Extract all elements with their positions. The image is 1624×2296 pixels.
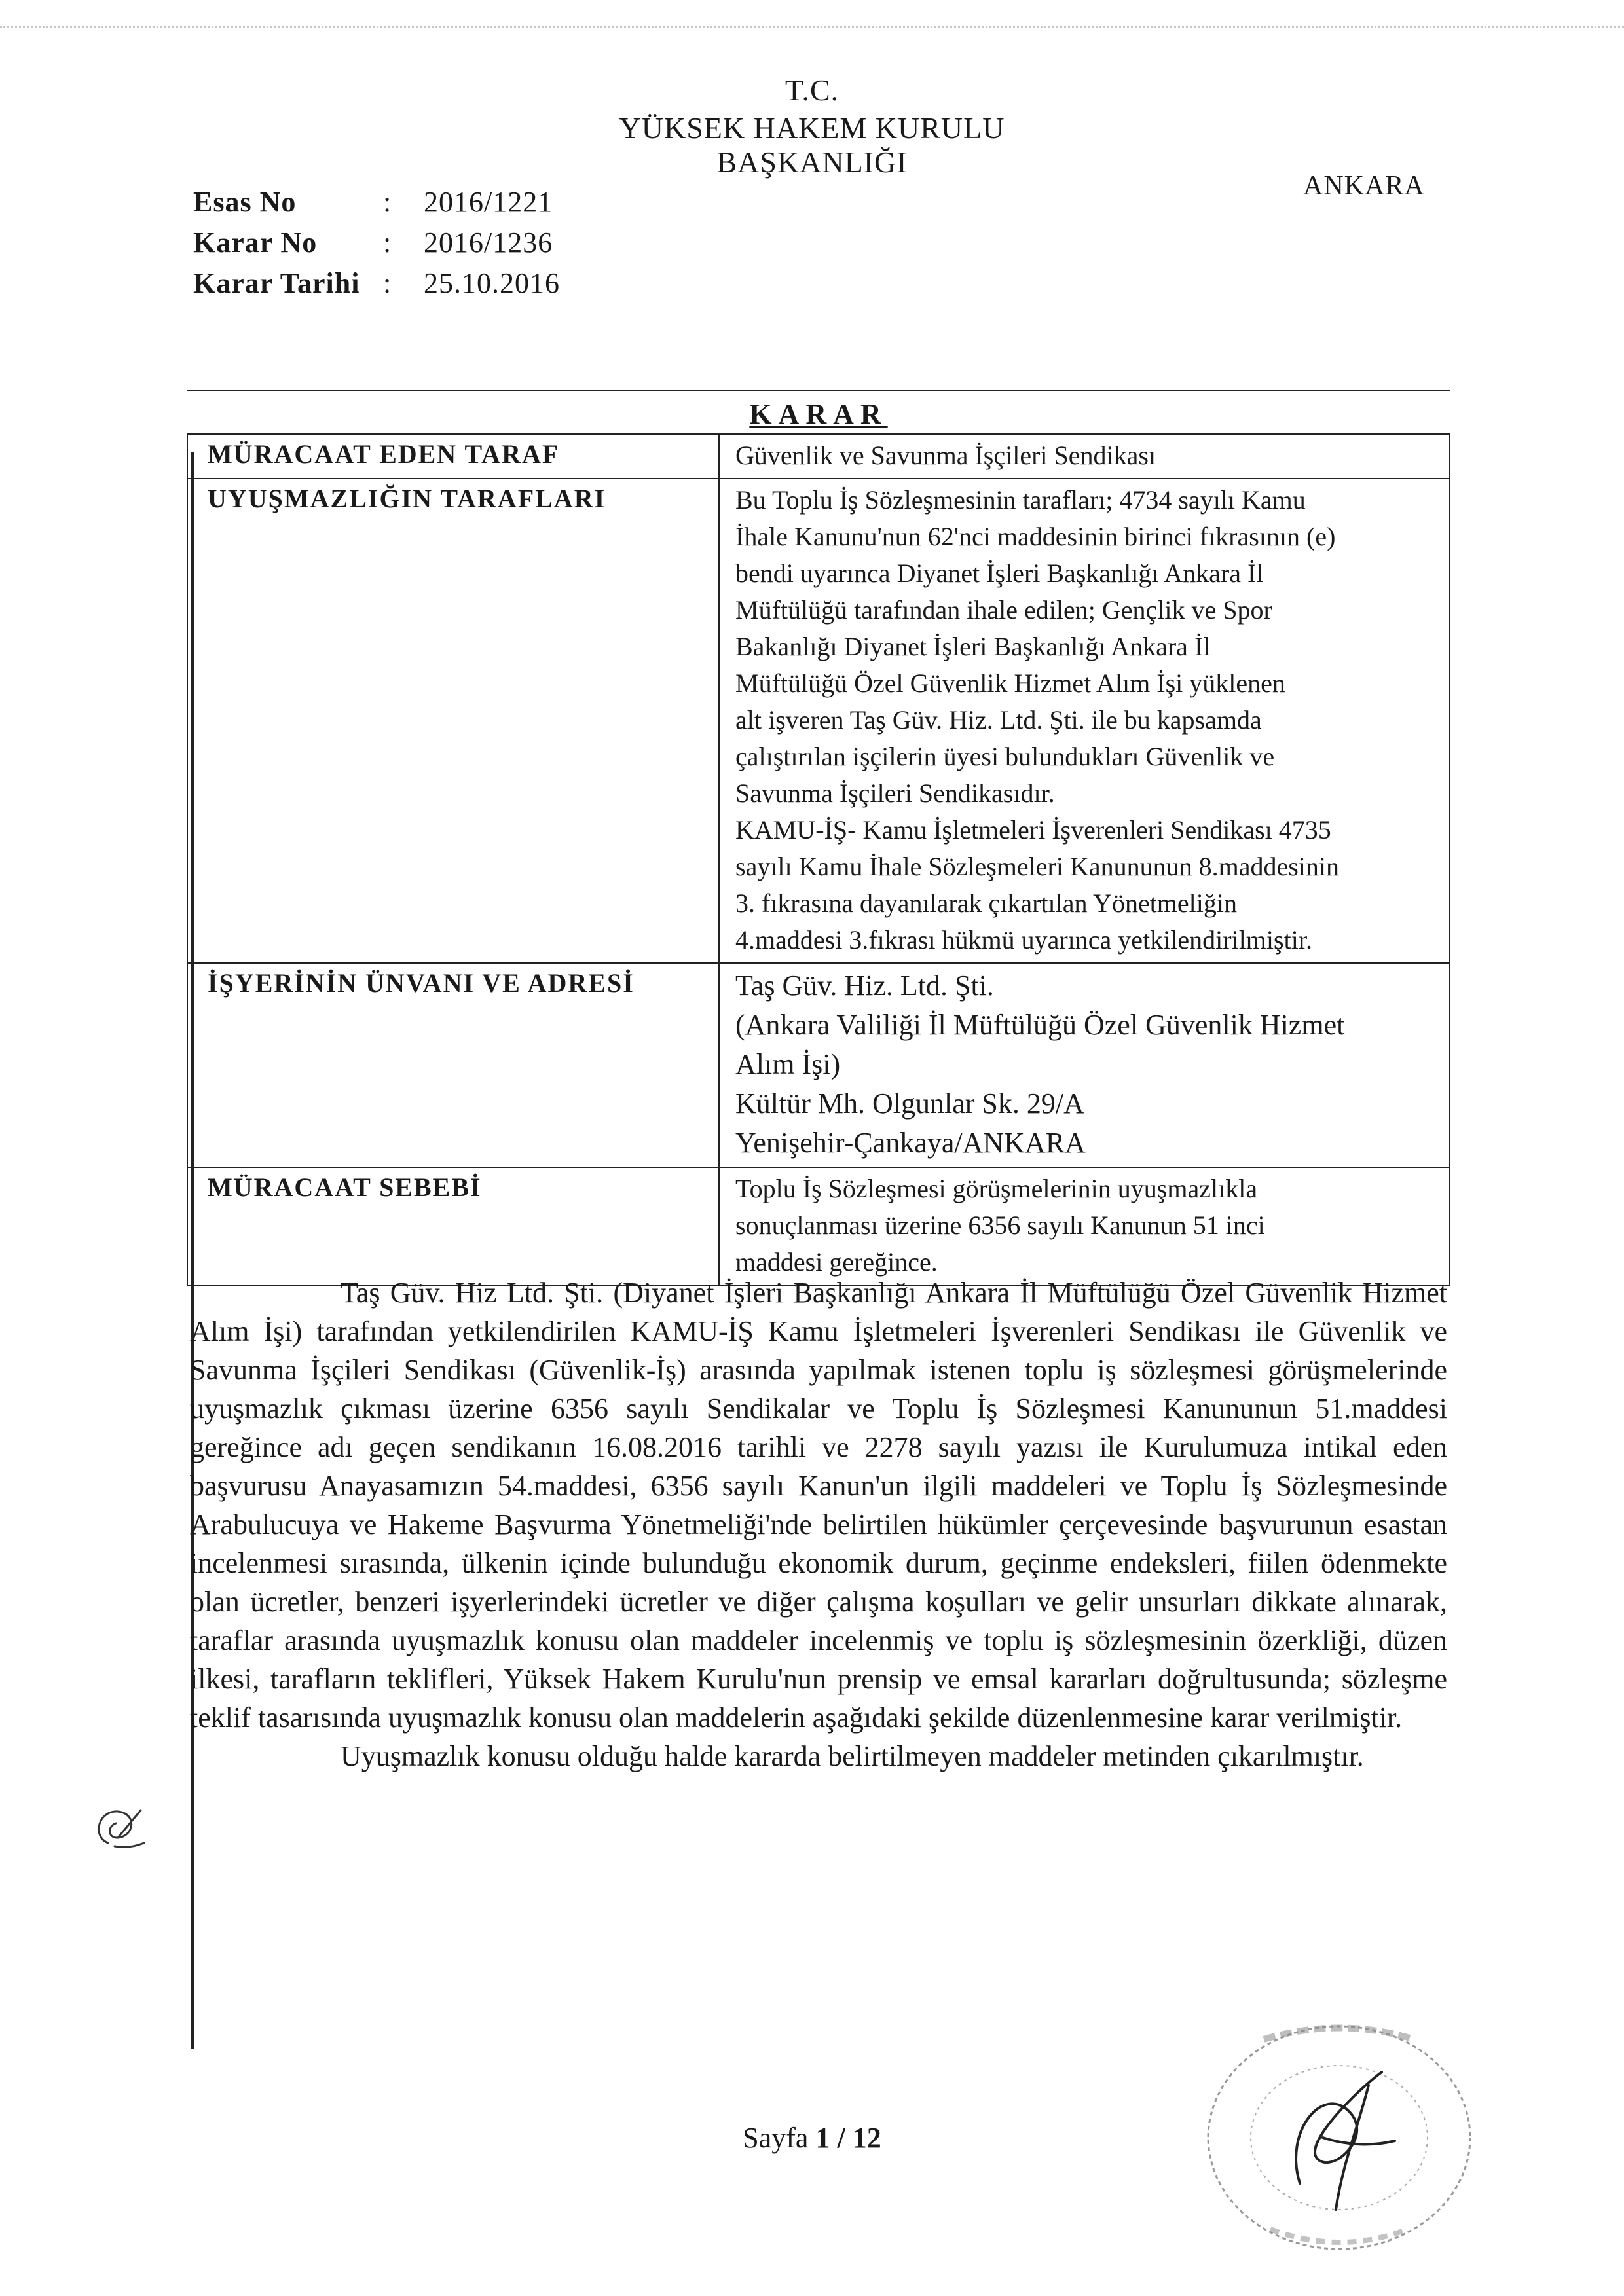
row-value-parties <box>719 479 1450 963</box>
row-line: Bu Toplu İş Sözleşmesinin tarafları; 4734 sayılı Kamu <box>735 485 1306 515</box>
row-line: Müftülüğü tarafından ihale edilen; Gençlik ve Spor <box>735 595 1272 625</box>
row-line: Kültür Mh. Olgunlar Sk. 29/A <box>735 1087 1084 1120</box>
page-total: 12 <box>852 2122 881 2154</box>
row-label-applicant: MÜRACAAT EDEN TARAF <box>187 434 719 479</box>
header-city: ANKARA <box>1303 171 1425 201</box>
meta-label: Karar Tarihi <box>193 267 360 299</box>
handwritten-initial-mark <box>88 1797 151 1856</box>
row-value-workplace <box>719 963 1450 1167</box>
row-line: maddesi gereğince. <box>735 1247 938 1277</box>
decision-table <box>187 390 1450 1286</box>
page-indicator <box>0 2121 1624 2155</box>
table-row <box>187 1167 1450 1285</box>
row-label-workplace: İŞYERİNİN ÜNVANI VE ADRESİ <box>187 963 719 1167</box>
meta-value: 2016/1236 <box>424 227 553 259</box>
row-line: Bakanlığı Diyanet İşleri Başkanlığı Ankara İl <box>735 632 1211 661</box>
row-line: alt işveren Taş Güv. Hiz. Ltd. Şti. ile bu kapsamda <box>735 705 1262 735</box>
row-line: çalıştırılan işçilerin üyesi bulundukları Güvenlik ve <box>735 742 1275 771</box>
row-line: 4.maddesi 3.fıkrası hükmü uyarınca yetkilendirilmiştir. <box>735 925 1312 955</box>
decision-table-title: KARAR <box>187 390 1450 434</box>
case-meta <box>193 182 560 304</box>
row-line: Güvenlik ve Savunma İşçileri Sendikası <box>735 441 1156 470</box>
meta-row-esas <box>193 182 560 223</box>
decision-table-title-row <box>187 390 1450 434</box>
row-line: Müftülüğü Özel Güvenlik Hizmet Alım İşi yüklenen <box>735 668 1285 698</box>
meta-label: Karar No <box>193 227 318 259</box>
row-line: Savunma İşçileri Sendikasıdır. <box>735 778 1055 808</box>
body-paragraph-1: Taş Güv. Hiz Ltd. Şti. (Diyanet İşleri Başkanlığı Ankara İl Müftülüğü Özel Güvenlik Hizmet Alım İşi) tarafından yetkilendirilen KAMU-İŞ Kamu İşletmeleri İşverenleri Sendikası ile Güvenlik ve Savunma İşçileri Sendikası (Güvenlik-İş) arasında yapılmak istenen toplu iş sözleşmesi görüşmelerinde uyuşmazlık çıkması üzerine 6356 sayılı Sendikalar ve Toplu İş Sözleşmesi Kanununun 51.maddesi gereğince adı geçen sendikanın 16.08.2016 tarihli ve 2278 sayılı yazısı ile Kurulumuza intikal eden başvurusu Anayasamızın 54.maddesi, 6356 sayılı Kanun'un ilgili maddeleri ve Toplu İş Sözleşmesinde Arabulucuya ve Hakeme Başvurma Yönetmeliği'nde belirtilen hükümler çerçevesinde başvurunun esastan incelenmesi sırasında, ülkenin içinde bulunduğu ekonomik durum, geçinme endeksleri, fiilen ödenmekte olan ücretler, benzeri işyerlerindeki ücretler ve diğer çalışma koşulları ve gelir unsurları dikkate alınarak, taraflar arasında uyuşmazlık konusu olan maddeler incelenmiş ve toplu iş sözleşmesinin özerkliği, düzen ilkesi, tarafların teklifleri, Yüksek Hakem Kurulu'nun prensip ve emsal kararları doğrultusunda; sözleşme teklif tasarısında uyuşmazlık konusu olan maddelerin aşağıdaki şekilde düzenlenmesine karar verilmiştir. <box>190 1277 1447 1734</box>
meta-row-karar <box>193 223 560 263</box>
row-label-parties: UYUŞMAZLIĞIN TARAFLARI <box>187 479 719 963</box>
row-line: KAMU-İŞ- Kamu İşletmeleri İşverenleri Sendikası 4735 <box>735 815 1331 845</box>
row-line: 3. fıkrasına dayanılarak çıkartılan Yönetmeliğin <box>735 888 1238 918</box>
page-separator: / <box>830 2122 853 2154</box>
table-row <box>187 963 1450 1167</box>
meta-label: Esas No <box>193 186 297 218</box>
row-label-reason: MÜRACAAT SEBEBİ <box>187 1167 719 1285</box>
row-line: bendi uyarınca Diyanet İşleri Başkanlığı Ankara İl <box>735 558 1264 588</box>
meta-colon: : <box>383 227 392 259</box>
body-paragraph-2: Uyuşmazlık konusu olduğu halde kararda belirtilmeyen maddeler metinden çıkarılmıştır. <box>341 1740 1364 1772</box>
row-line: (Ankara Valiliği İl Müftülüğü Özel Güvenlik Hizmet <box>735 1009 1345 1041</box>
row-value-reason <box>719 1167 1450 1285</box>
page-current: 1 <box>815 2122 830 2154</box>
meta-colon: : <box>383 267 392 299</box>
meta-colon: : <box>383 186 392 218</box>
page-prefix: Sayfa <box>743 2122 816 2154</box>
table-row <box>187 434 1450 479</box>
row-line: Alım İşi) <box>735 1048 841 1080</box>
decision-body <box>190 1273 1447 1776</box>
row-line: Yenişehir-Çankaya/ANKARA <box>735 1127 1086 1159</box>
table-row <box>187 479 1450 963</box>
scan-dotted-edge <box>0 26 1624 28</box>
row-line: Toplu İş Sözleşmesi görüşmelerinin uyuşmazlıkla <box>735 1174 1258 1203</box>
row-line: Taş Güv. Hiz. Ltd. Şti. <box>735 970 994 1002</box>
header-tc: T.C. <box>784 73 840 107</box>
meta-value: 25.10.2016 <box>424 267 560 299</box>
header-presidency: BAŞKANLIĞI <box>716 145 908 179</box>
meta-row-tarih <box>193 263 560 304</box>
row-line: sayılı Kamu İhale Sözleşmeleri Kanununun 8.maddesinin <box>735 852 1340 881</box>
meta-value: 2016/1221 <box>424 186 553 218</box>
row-line: İhale Kanunu'nun 62'nci maddesinin birinci fıkrasının (e) <box>735 522 1336 551</box>
row-value-applicant <box>719 434 1450 479</box>
row-line: sonuçlanması üzerine 6356 sayılı Kanunun 51 inci <box>735 1211 1265 1240</box>
header-institution: YÜKSEK HAKEM KURULU <box>619 111 1005 145</box>
